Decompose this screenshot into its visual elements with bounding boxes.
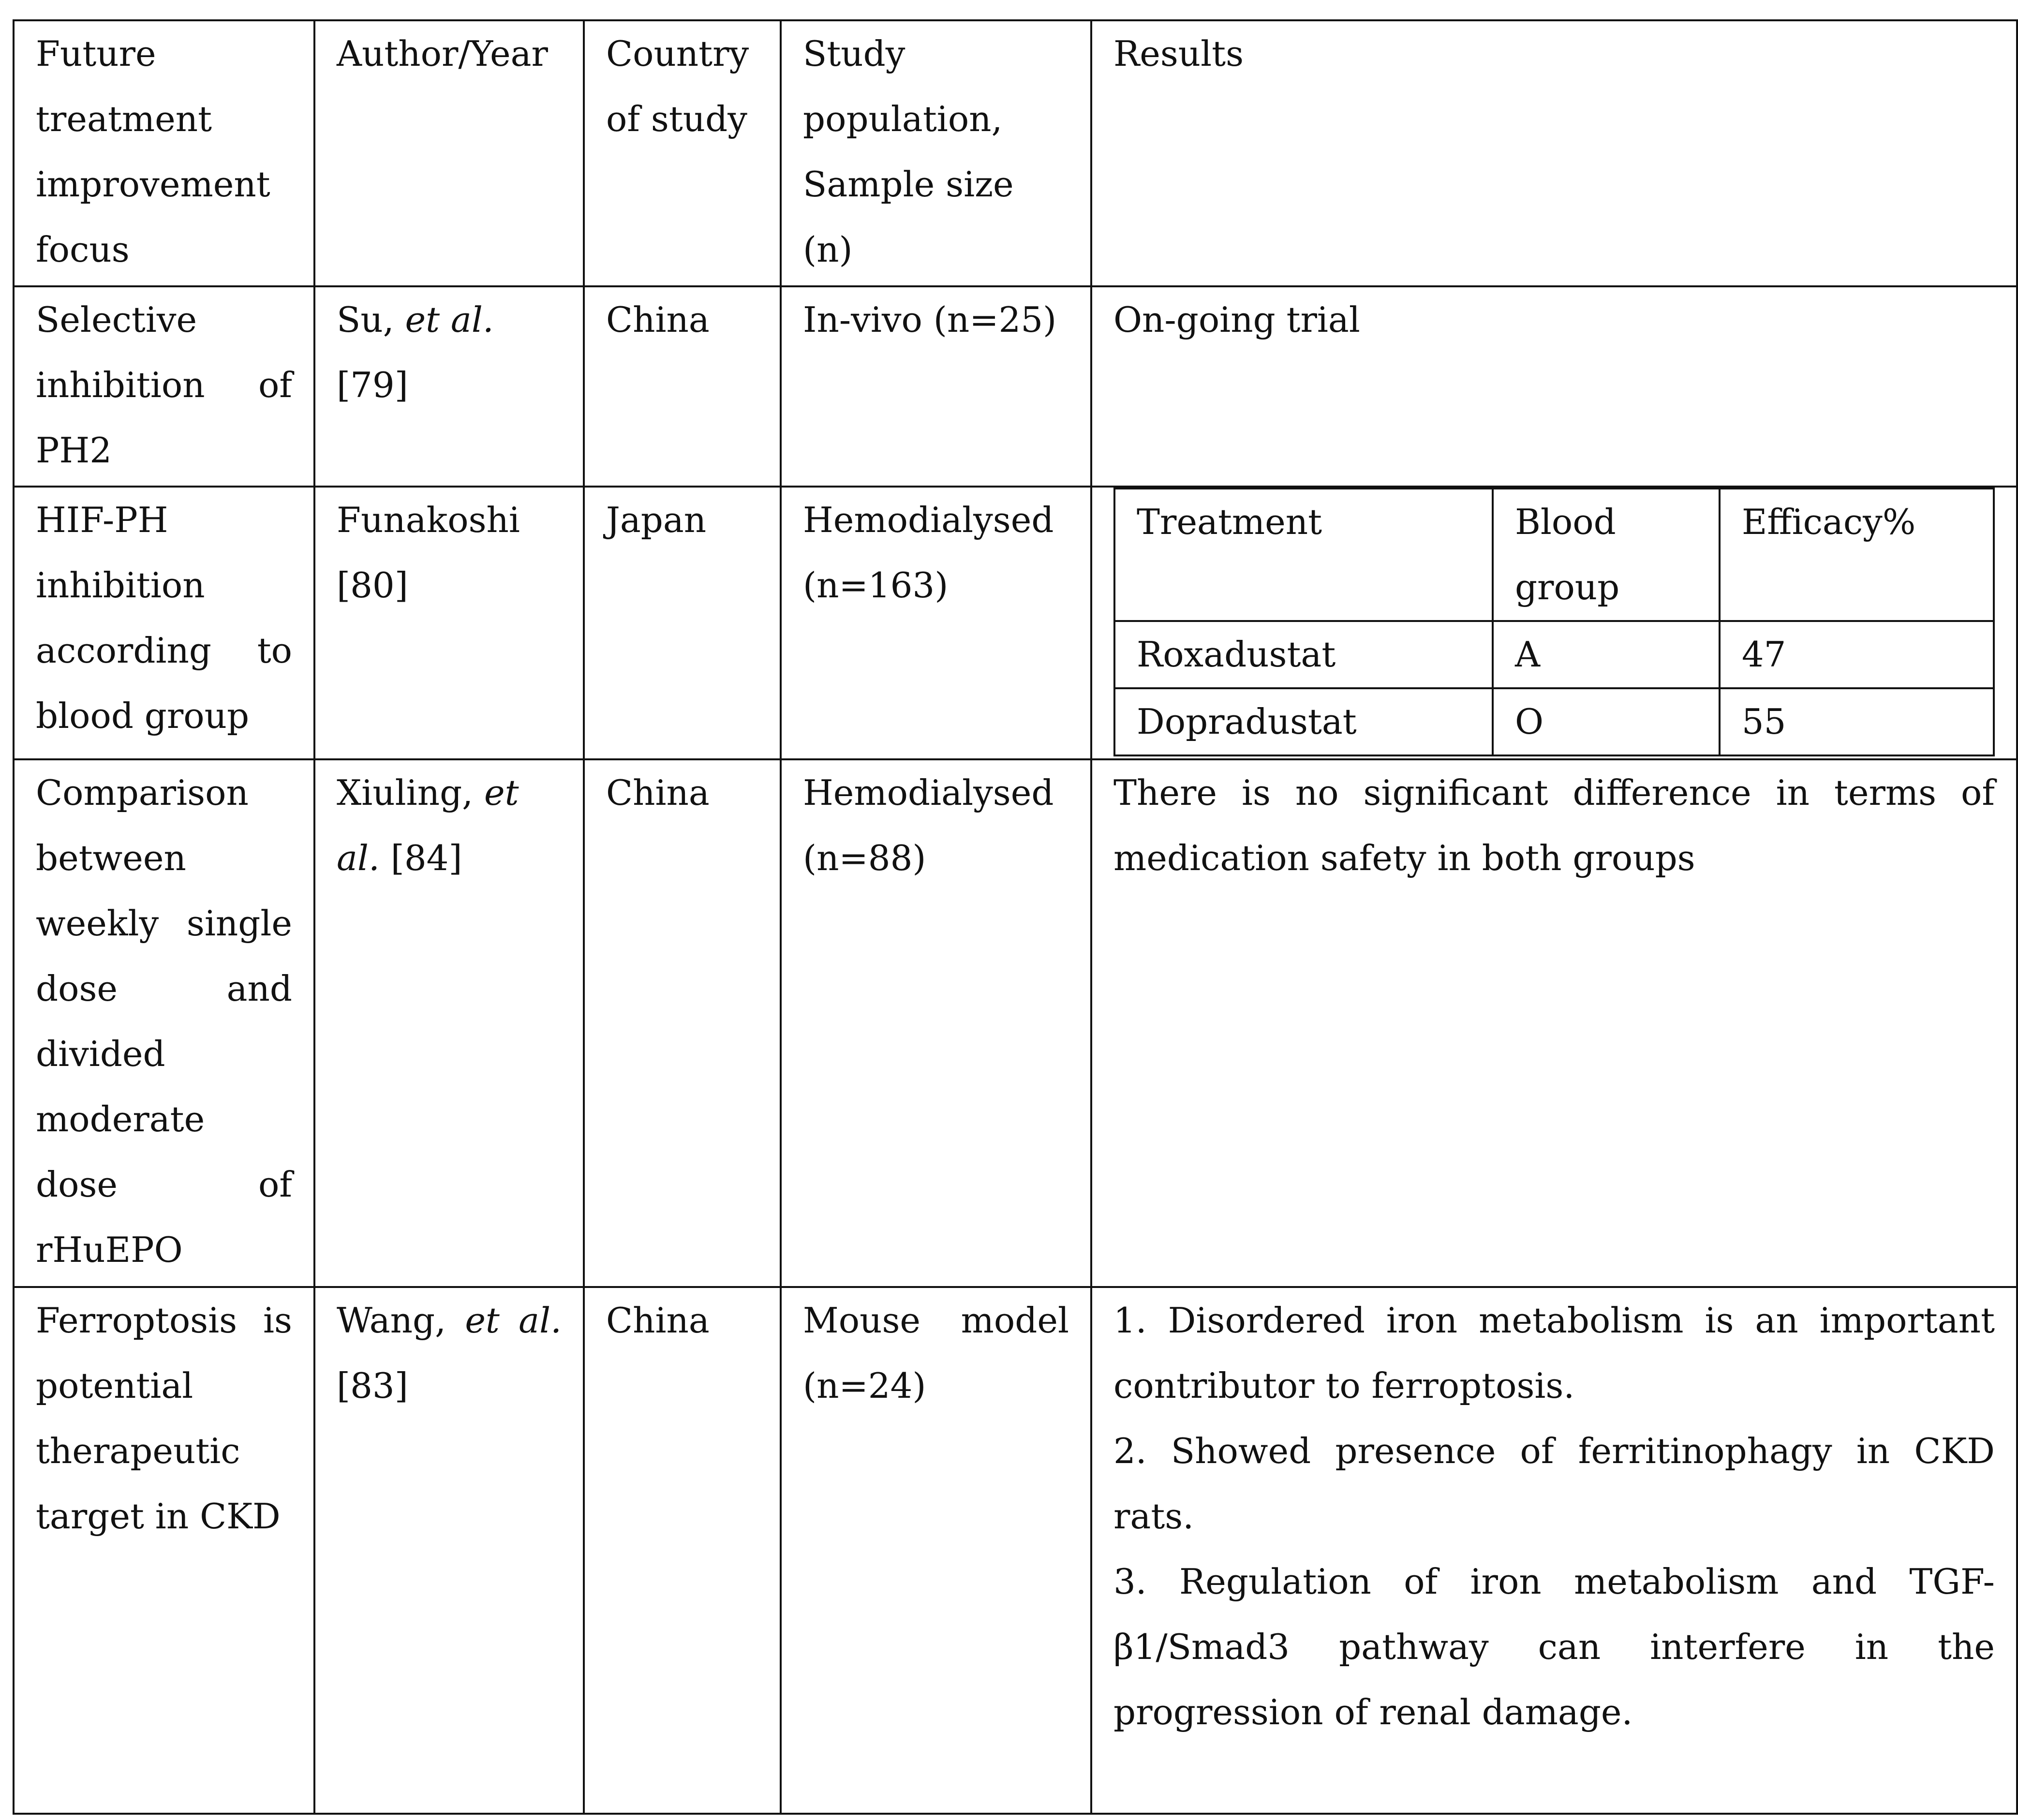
subtable-header-row bbox=[1114, 488, 1994, 621]
document-page bbox=[13, 19, 1995, 1815]
author-name: Wang, bbox=[337, 1300, 465, 1341]
cell-focus: Ferroptosis is potential therapeutic target in CKD bbox=[14, 1287, 314, 1814]
subtable-header-efficacy: Efficacy% bbox=[1720, 488, 1994, 621]
cell-country: China bbox=[584, 1287, 781, 1814]
table-row bbox=[14, 286, 2017, 487]
cell-author bbox=[314, 1287, 584, 1814]
header-author: Author/Year bbox=[314, 20, 584, 286]
table-row bbox=[14, 759, 2017, 1287]
author-etal: et al. bbox=[405, 299, 494, 340]
cell-population: Mouse model (n=24) bbox=[781, 1287, 1091, 1814]
author-name: Su, bbox=[337, 299, 405, 340]
subtable-cell-treatment: Roxadustat bbox=[1114, 621, 1493, 688]
subtable-cell-efficacy: 55 bbox=[1720, 688, 1994, 755]
cell-population: Hemodialysed (n=88) bbox=[781, 759, 1091, 1287]
author-etal: et al. bbox=[337, 772, 519, 878]
subtable-cell-blood-group: A bbox=[1493, 621, 1720, 688]
header-focus: Future treatment improvement focus bbox=[14, 20, 314, 286]
subtable-cell-treatment: Dopradustat bbox=[1114, 688, 1493, 755]
cell-focus: Selective inhibition of PH2 bbox=[14, 286, 314, 487]
cell-population: Hemodialysed (n=163) bbox=[781, 487, 1091, 759]
cell-author: Funakoshi [80] bbox=[314, 487, 584, 759]
subtable-row bbox=[1114, 688, 1994, 755]
cell-author bbox=[314, 286, 584, 487]
cell-focus: Comparison between weekly single dose and divided moderate dose of rHuEPO bbox=[14, 759, 314, 1287]
cell-focus: HIF-PH inhibition according to blood group bbox=[14, 487, 314, 759]
header-results: Results bbox=[1091, 20, 2017, 286]
subtable-header-blood-group: Blood group bbox=[1493, 488, 1720, 621]
cell-country: Japan bbox=[584, 487, 781, 759]
cell-results bbox=[1091, 487, 2017, 759]
results-list-item: 3. Regulation of iron metabolism and TGF-β1/Smad3 pathway can interfere in the progression of renal damage. bbox=[1113, 1561, 1995, 1732]
author-ref: [84] bbox=[379, 838, 462, 878]
results-list-item: 2. Showed presence of ferritinophagy in CKD rats. bbox=[1113, 1431, 1995, 1537]
results-list-item: 1. Disordered iron metabolism is an important contributor to ferroptosis. bbox=[1113, 1300, 1995, 1406]
author-name: Xiuling, bbox=[337, 772, 484, 813]
cell-population: In-vivo (n=25) bbox=[781, 286, 1091, 487]
table-header-row bbox=[14, 20, 2017, 286]
cell-author bbox=[314, 759, 584, 1287]
subtable-cell-efficacy: 47 bbox=[1720, 621, 1994, 688]
author-ref: [83] bbox=[337, 1365, 408, 1406]
header-population: Study population, Sample size (n) bbox=[781, 20, 1091, 286]
author-etal: et al. bbox=[465, 1300, 562, 1341]
subtable-row bbox=[1114, 621, 1994, 688]
cell-results bbox=[1091, 1287, 2017, 1814]
table-row bbox=[14, 487, 2017, 759]
treatment-table bbox=[13, 19, 2018, 1815]
author-ref: [79] bbox=[337, 365, 408, 405]
table-row bbox=[14, 1287, 2017, 1814]
header-country: Country of study bbox=[584, 20, 781, 286]
cell-results: There is no significant difference in terms of medication safety in both groups bbox=[1091, 759, 2017, 1287]
cell-results: On-going trial bbox=[1091, 286, 2017, 487]
subtable-header-treatment: Treatment bbox=[1114, 488, 1493, 621]
cell-country: China bbox=[584, 286, 781, 487]
cell-country: China bbox=[584, 759, 781, 1287]
results-subtable bbox=[1113, 488, 1995, 756]
subtable-cell-blood-group: O bbox=[1493, 688, 1720, 755]
